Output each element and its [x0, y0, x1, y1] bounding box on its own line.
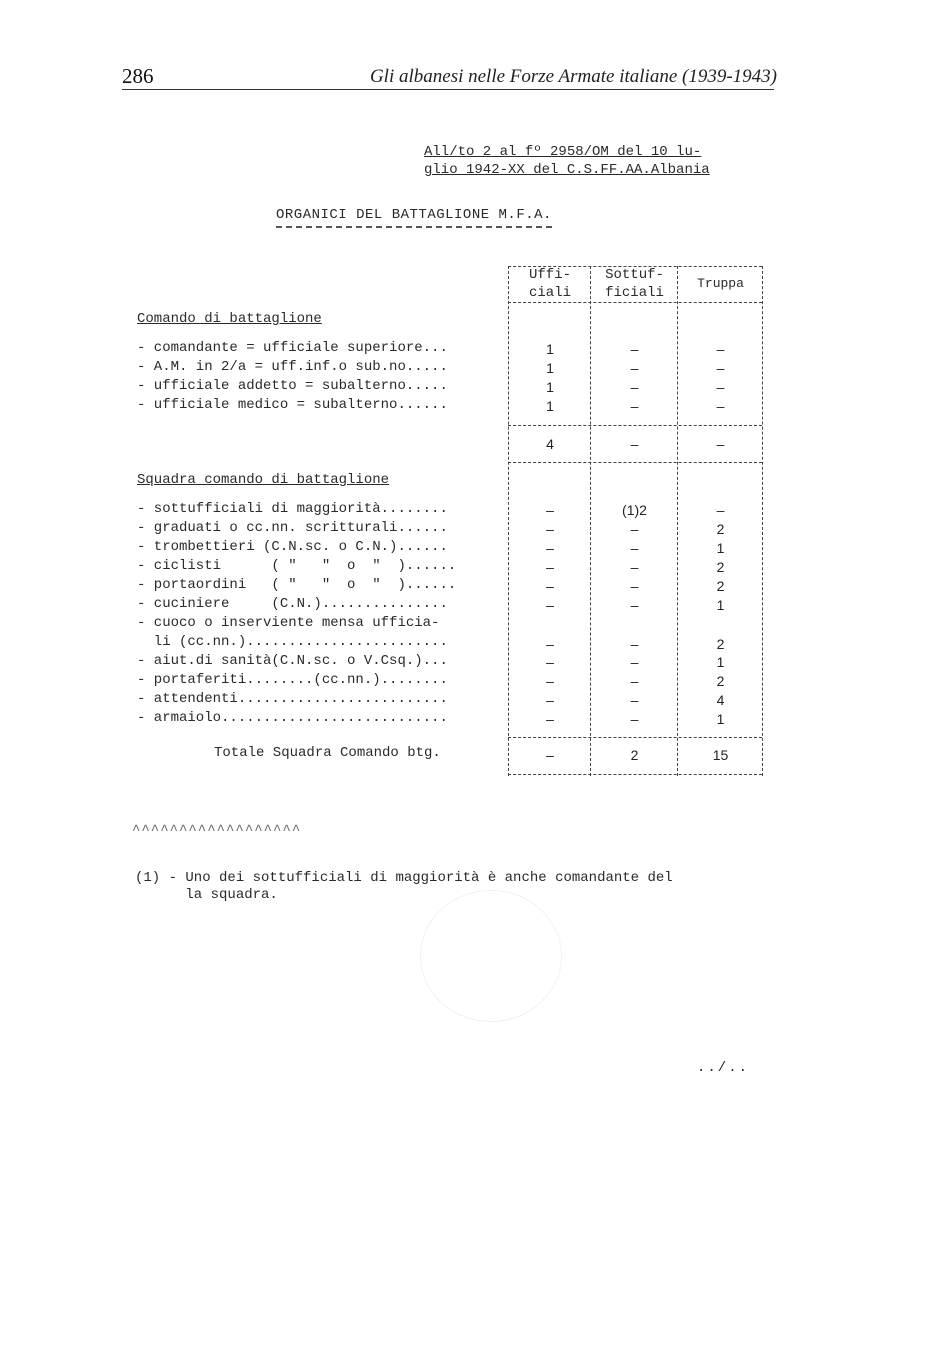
table-divider-1	[590, 266, 591, 776]
cell-ufficiali: 1	[546, 379, 554, 395]
reference-note	[424, 143, 710, 179]
total-ufficiali: –	[546, 747, 554, 763]
footnote-line-2: la squadra.	[135, 887, 278, 903]
col-header-sottufficiali	[592, 266, 677, 302]
cell-sottufficiali: (1)2	[622, 502, 647, 518]
cell-truppa: 1	[716, 540, 725, 556]
separator-line: ^^^^^^^^^^^^^^^^^^	[132, 823, 302, 839]
cell-ufficiali: –	[546, 559, 554, 575]
running-title: Gli albanesi nelle Forze Armate italiane (1939-1943)	[369, 66, 777, 87]
header-rule	[122, 89, 774, 90]
cell-truppa: –	[716, 360, 725, 376]
document-title: ORGANICI DEL BATTAGLIONE M.F.A.	[276, 207, 552, 228]
row-label: - aiut.di sanità(C.N.sc. o V.Csq.)...	[137, 653, 448, 669]
row-label: - ufficiale addetto = subalterno.....	[137, 378, 448, 394]
subtotal-sottufficiali: –	[630, 436, 639, 452]
col-header-truppa: Truppa	[697, 276, 744, 291]
cell-ufficiali: –	[546, 578, 554, 594]
row-label: - cuciniere (C.N.)...............	[137, 596, 448, 612]
row-label: - armaiolo...........................	[137, 710, 448, 726]
row-label: - A.M. in 2/a = uff.inf.o sub.no.....	[137, 359, 448, 375]
cell-ufficiali: –	[546, 692, 554, 708]
cell-ufficiali: –	[546, 597, 554, 613]
row-label: - trombettieri (C.N.sc. o C.N.)......	[137, 539, 448, 555]
subtotal-top-rule	[508, 425, 762, 426]
row-label: - ciclisti ( " " o " )......	[137, 558, 457, 574]
cell-truppa: –	[716, 379, 725, 395]
cell-ufficiali: –	[546, 636, 554, 652]
row-label: - comandante = ufficiale superiore...	[137, 340, 448, 356]
cell-truppa: 2	[716, 636, 725, 652]
section-title-comando: Comando di battaglione	[137, 311, 322, 327]
row-label: - cuoco o inserviente mensa ufficia-	[137, 615, 440, 631]
cell-sottufficiali: –	[630, 578, 639, 594]
row-label: li (cc.nn.)........................	[137, 634, 448, 650]
footnote	[135, 870, 673, 904]
cell-ufficiali: 1	[546, 398, 554, 414]
cell-ufficiali: –	[546, 711, 554, 727]
cell-truppa: –	[716, 398, 725, 414]
cell-truppa: 1	[716, 597, 725, 613]
cell-ufficiali: –	[546, 654, 554, 670]
cell-truppa: 2	[716, 673, 725, 689]
reference-line-1: All/to 2 al fº 2958/OM del 10 lu-	[424, 144, 702, 160]
total-label: Totale Squadra Comando btg.	[214, 745, 441, 761]
continuation-mark: ../..	[697, 1060, 750, 1076]
cell-sottufficiali: –	[630, 654, 639, 670]
row-label: - attendenti.........................	[137, 691, 448, 707]
cell-ufficiali: –	[546, 673, 554, 689]
footnote-line-1: (1) - Uno dei sottufficiali di maggiorità è anche comandante del	[135, 870, 673, 886]
table-divider-2	[677, 266, 678, 776]
subtotal-truppa: –	[716, 436, 725, 452]
cell-sottufficiali: –	[630, 597, 639, 613]
cell-ufficiali: –	[546, 521, 554, 537]
table-border-right	[762, 266, 763, 776]
cell-sottufficiali: –	[630, 521, 639, 537]
cell-sottufficiali: –	[630, 636, 639, 652]
reference-line-2: glio 1942-XX del C.S.FF.AA.Albania	[424, 162, 710, 178]
faded-stamp	[420, 890, 562, 1022]
col-header-ufficiali-line2: ciali	[528, 285, 571, 301]
cell-truppa: 2	[716, 521, 725, 537]
header-bottom-rule	[508, 302, 762, 303]
total-sottufficiali: 2	[630, 747, 639, 763]
subtotal-ufficiali: 4	[546, 436, 554, 452]
cell-sottufficiali: –	[630, 398, 639, 414]
cell-sottufficiali: –	[630, 673, 639, 689]
cell-ufficiali: 1	[546, 360, 554, 376]
row-label: - ufficiale medico = subalterno......	[137, 397, 448, 413]
cell-truppa: 4	[716, 692, 725, 708]
row-label: - portaordini ( " " o " )......	[137, 577, 457, 593]
cell-ufficiali: 1	[546, 341, 554, 357]
cell-truppa: 1	[716, 654, 725, 670]
cell-sottufficiali: –	[630, 711, 639, 727]
col-header-sottufficiali-line2: ficiali	[605, 285, 664, 301]
subtotal-bottom-rule	[508, 462, 762, 463]
cell-sottufficiali: –	[630, 540, 639, 556]
cell-sottufficiali: –	[630, 341, 639, 357]
col-header-sottufficiali-line1: Sottuf-	[605, 267, 664, 283]
cell-sottufficiali: –	[630, 379, 639, 395]
total-bottom-rule	[508, 774, 762, 775]
cell-sottufficiali: –	[630, 559, 639, 575]
cell-truppa: 2	[716, 578, 725, 594]
cell-truppa: –	[716, 502, 725, 518]
cell-sottufficiali: –	[630, 692, 639, 708]
row-label: - sottufficiali di maggiorità........	[137, 501, 448, 517]
page-number: 286	[122, 64, 154, 88]
col-header-ufficiali	[510, 266, 590, 302]
col-header-ufficiali-line1: Uffi-	[528, 267, 571, 283]
section-title-squadra: Squadra comando di battaglione	[137, 472, 390, 488]
cell-truppa: 1	[716, 711, 725, 727]
row-label: - portaferiti........(cc.nn.)........	[137, 672, 448, 688]
cell-sottufficiali: –	[630, 360, 639, 376]
total-truppa: 15	[712, 747, 729, 763]
cell-truppa: 2	[716, 559, 725, 575]
cell-ufficiali: –	[546, 502, 554, 518]
row-label: - graduati o cc.nn. scritturali......	[137, 520, 448, 536]
cell-ufficiali: –	[546, 540, 554, 556]
total-top-rule	[508, 737, 762, 738]
table-border-left	[508, 266, 509, 776]
cell-truppa: –	[716, 341, 725, 357]
